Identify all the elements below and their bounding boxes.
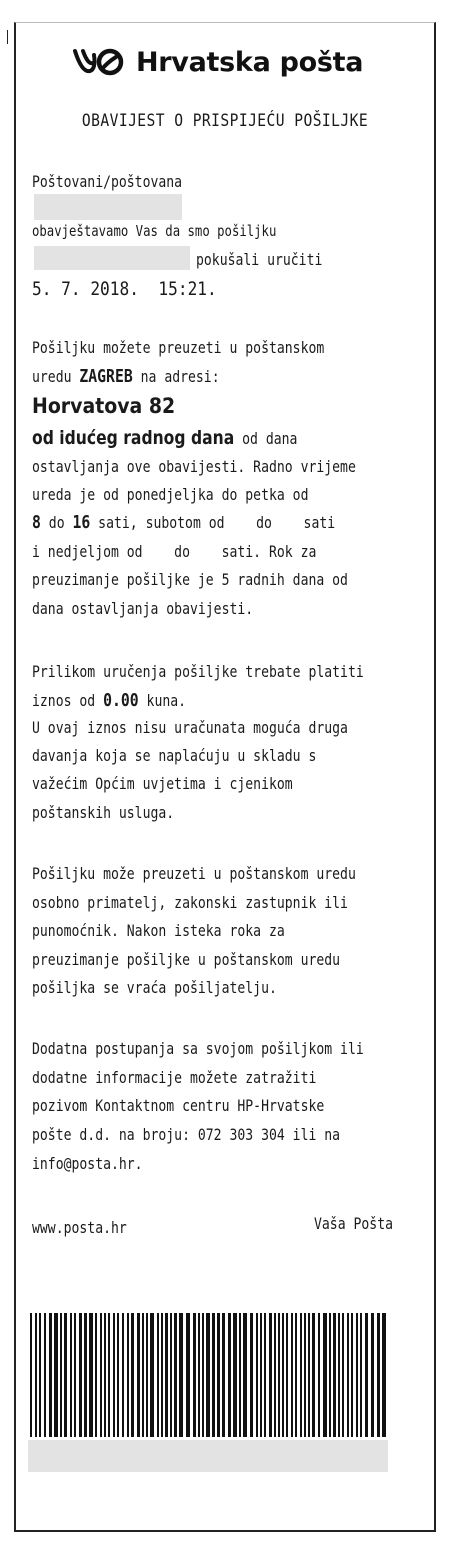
office-address: Horvatova 82 (32, 394, 176, 418)
barcode-bar (198, 1313, 200, 1437)
barcode-bar (74, 1313, 76, 1437)
barcode-bar (212, 1313, 215, 1437)
barcode-bar (278, 1313, 280, 1437)
barcode-bar (312, 1313, 315, 1437)
barcode-bar (342, 1313, 344, 1437)
notify-line: obavještavamo Vas da smo pošiljku (32, 222, 277, 240)
barcode-bar (243, 1313, 247, 1437)
pickup-line-7 (32, 512, 335, 533)
office-name: ZAGREB (79, 366, 133, 387)
barcode-bar (179, 1313, 183, 1437)
barcode-bar (333, 1313, 336, 1437)
barcode-bar (206, 1313, 210, 1437)
barcode-bar (351, 1313, 353, 1437)
barcode-bar (228, 1313, 231, 1437)
barcode-bar (304, 1313, 306, 1437)
barcode-bar (39, 1313, 41, 1437)
barcode-bar (365, 1313, 368, 1437)
greeting: Poštovani/poštovana (32, 172, 183, 191)
barcode-bar (30, 1313, 32, 1437)
barcode-bar (202, 1313, 204, 1437)
barcode-bar (174, 1313, 177, 1437)
pickup-line-4-rest: od dana (234, 429, 298, 448)
barcode-bar (264, 1313, 266, 1437)
barcode-bar (60, 1313, 62, 1437)
attempt-text: pokušali uručiti (196, 250, 323, 269)
barcode-bar (137, 1313, 140, 1437)
barcode-bar (382, 1313, 386, 1437)
barcode-bar (323, 1313, 327, 1437)
redacted-recipient (34, 194, 182, 220)
barcode-bar (122, 1313, 124, 1437)
pickup-line-5: ostavljanja ove obavijesti. Radno vrijeme (32, 457, 356, 476)
barcode-bar (44, 1313, 46, 1437)
barcode-bar (233, 1313, 237, 1437)
barcode-bar (222, 1313, 225, 1437)
pickup-line-4 (32, 427, 297, 449)
barcode-bar (117, 1313, 119, 1437)
barcode-bar (274, 1313, 276, 1437)
signature: Vaša Pošta (314, 1214, 393, 1233)
barcode-bar (256, 1313, 258, 1437)
hours-do: do (40, 513, 73, 532)
pickup-line-8: i nedjeljom od do sati. Rok za (32, 542, 317, 561)
barcode-bar (95, 1313, 97, 1437)
barcode-bar (286, 1313, 288, 1437)
payment-line-4: davanja koja se naplaćuju u skladu s (32, 746, 317, 765)
pickup-line-1: Pošiljku možete preuzeti u poštanskom (32, 338, 325, 357)
contact-email: info@posta.hr. (32, 1154, 143, 1173)
barcode-bar (161, 1313, 163, 1437)
barcode-bar (371, 1313, 374, 1437)
edge-mark (7, 30, 8, 44)
barcode-bar (113, 1313, 115, 1437)
barcode-bar (186, 1313, 190, 1437)
notice-title: OBAVIJEST O PRISPIJEĆU POŠILJKE (81, 111, 369, 131)
barcode-bar (131, 1313, 134, 1437)
barcode-bar (54, 1313, 58, 1437)
contact-line-1: Dodatna postupanja sa svojom pošiljkom ili (32, 1039, 364, 1058)
pickup-line-2-post: na adresi: (132, 367, 220, 386)
barcode (30, 1313, 388, 1437)
barcode-bar (217, 1313, 220, 1437)
contact-line-3: pozivom Kontaktnom centru HP-Hrvatske (32, 1096, 325, 1115)
barcode-bar (193, 1313, 196, 1437)
rules-line-2: osobno primatelj, zakonski zastupnik ili (32, 893, 348, 912)
barcode-bar (239, 1313, 241, 1437)
pickup-line-10: dana ostavljanja obavijesti. (32, 599, 254, 618)
barcode-bar (338, 1313, 340, 1437)
barcode-bar (308, 1313, 310, 1437)
barcode-bar (70, 1313, 72, 1437)
barcode-bar (250, 1313, 253, 1437)
brand-name: Hrvatska pošta (136, 46, 364, 78)
barcode-bar (360, 1313, 362, 1437)
barcode-bar (84, 1313, 87, 1437)
from-next-working-day: od idućeg radnog dana (32, 427, 235, 449)
payment-line-5: važećim Općim uvjetima i cjenikom (32, 774, 293, 793)
payment-line-2 (32, 690, 186, 711)
hours-to: 16 (72, 512, 91, 533)
barcode-bar (329, 1313, 331, 1437)
pickup-line-2-pre: uredu (32, 367, 80, 386)
barcode-bar (282, 1313, 284, 1437)
barcode-bar (35, 1313, 37, 1437)
barcode-bar (318, 1313, 320, 1437)
hours-rest: sati, subotom od do sati (90, 513, 336, 532)
rules-line-1: Pošiljku može preuzeti u poštanskom uredu (32, 864, 356, 883)
barcode-bar (49, 1313, 52, 1437)
barcode-bar (170, 1313, 172, 1437)
redacted-barcode-number (28, 1440, 388, 1472)
barcode-bar (347, 1313, 349, 1437)
barcode-bar (300, 1313, 302, 1437)
attempt-datetime: 5. 7. 2018. 15:21. (32, 278, 217, 300)
barcode-bar (165, 1313, 168, 1437)
redacted-shipment-id (34, 246, 190, 270)
hp-horn-logo-icon (72, 45, 128, 79)
barcode-bar (142, 1313, 144, 1437)
barcode-bar (108, 1313, 110, 1437)
barcode-bar (295, 1313, 297, 1437)
barcode-bar (64, 1313, 67, 1437)
contact-line-2: dodatne informacije možete zatražiti (32, 1068, 317, 1087)
pickup-line-6: ureda je od ponedjeljka do petka od (32, 485, 309, 504)
hours-from: 8 (32, 512, 41, 533)
payment-line-3: U ovaj iznos nisu uračunata moguća druga (32, 718, 348, 737)
payment-line-6: poštanskih usluga. (32, 803, 175, 822)
payment-amount-post: kuna. (138, 691, 187, 710)
barcode-bar (291, 1313, 293, 1437)
barcode-bar (157, 1313, 159, 1437)
payment-amount: 0.00 (103, 690, 139, 711)
rules-line-3: punomoćnik. Nakon isteka roka za (32, 921, 285, 940)
barcode-bar (127, 1313, 129, 1437)
rules-line-4: preuzimanje pošiljke u poštanskom uredu (32, 950, 341, 969)
barcode-bar (146, 1313, 148, 1437)
website: www.posta.hr (32, 1218, 127, 1237)
barcode-bar (89, 1313, 93, 1437)
payment-amount-pre: iznos od (32, 691, 104, 710)
pickup-line-2 (32, 366, 220, 387)
barcode-bar (79, 1313, 82, 1437)
payment-line-1: Prilikom uručenja pošiljke trebate platiti (32, 662, 364, 681)
pickup-line-9: preuzimanje pošiljke je 5 radnih dana od (32, 570, 348, 589)
brand-header (72, 40, 363, 84)
barcode-bar (260, 1313, 262, 1437)
rules-line-5: pošiljka se vraća pošiljatelju. (32, 978, 277, 997)
barcode-bar (100, 1313, 102, 1437)
barcode-bar (356, 1313, 358, 1437)
barcode-bar (150, 1313, 154, 1437)
barcode-bar (104, 1313, 106, 1437)
contact-line-4: pošte d.d. na broju: 072 303 304 ili na (32, 1125, 341, 1144)
barcode-bar (377, 1313, 380, 1437)
barcode-bar (269, 1313, 272, 1437)
